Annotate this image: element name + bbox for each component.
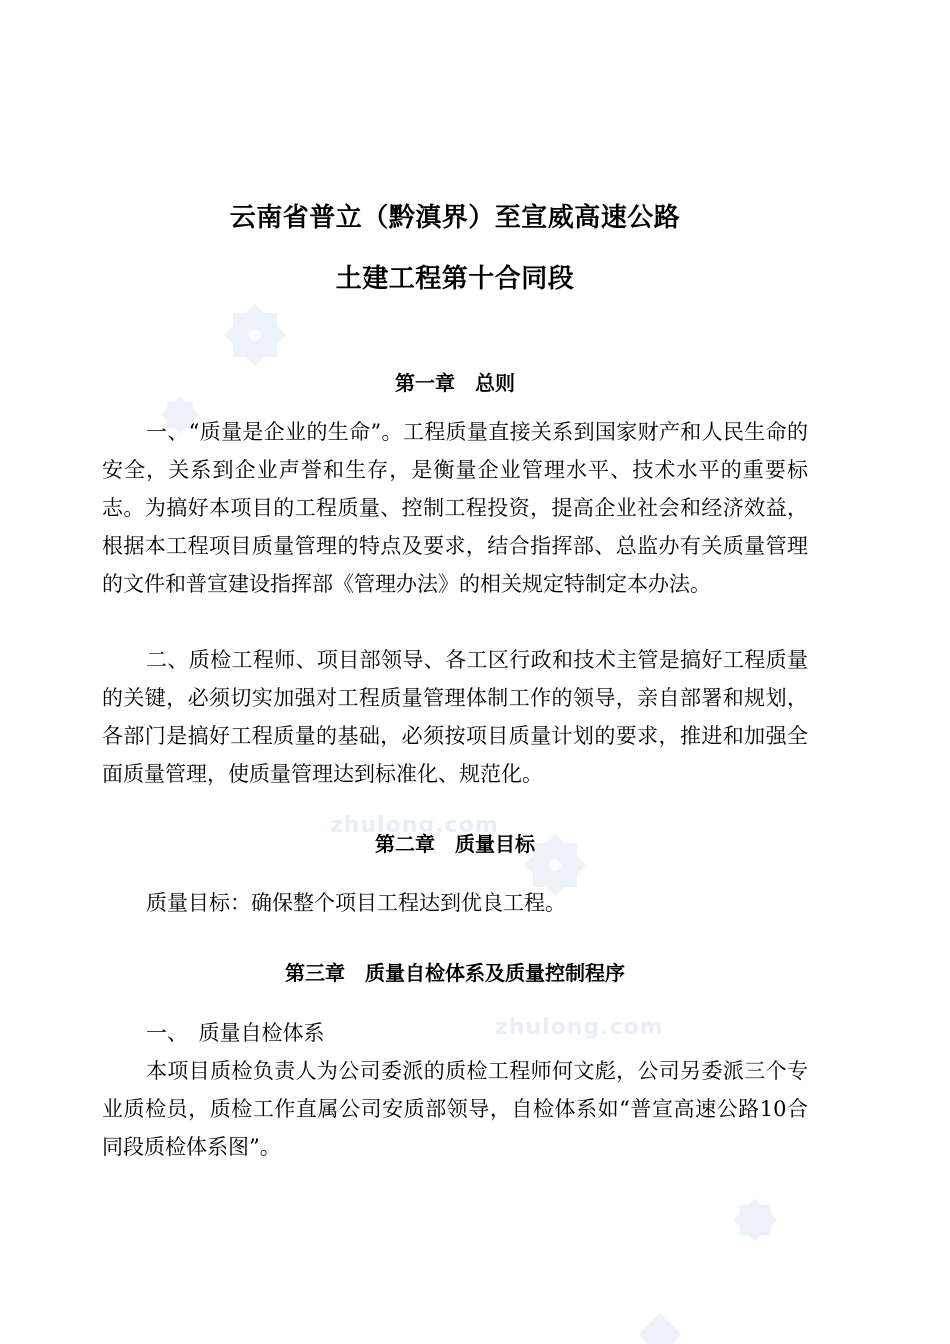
- chapter-2-heading: 第二章 质量目标: [375, 832, 535, 856]
- document-title-line-1: 云南省普立（黔滇界）至宣威高速公路: [229, 203, 681, 233]
- chapter-3-heading: 第三章 质量自检体系及质量控制程序: [285, 961, 625, 985]
- chapter-1-heading: 第一章 总则: [395, 371, 515, 395]
- watermark-text: zhulong.com: [330, 813, 499, 838]
- chapter-2-paragraph-1: 质量目标：确保整个项目工程达到优良工程。: [146, 891, 566, 915]
- chapter-1-paragraph-1: 一、“质量是企业的生命”。工程质量直接关系到国家财产和人民生命的安全，关系到企业声誉和生存，是衡量企业管理水平、技术水平的重要标志。为搞好本项目的工程质量、控制工程投资，提高企业社会和经济效益，根据本工程项目质量管理的特点及要求，结合指挥部、总监办有关质量管理的文件和普宣建设指挥部《管理办法》的相关规定特制定本办法。: [102, 420, 808, 596]
- watermark-flower-icon: [625, 1300, 695, 1344]
- chapter-3-item-1: 一、 质量自检体系: [146, 1021, 325, 1045]
- watermark-text: zhulong.com: [495, 1015, 664, 1040]
- document-title-line-2: 土建工程第十合同段: [335, 264, 575, 294]
- chapter-3-paragraph-1: 本项目质检负责人为公司委派的质检工程师何文彪，公司另委派三个专业质检员，质检工作直属公司安质部领导，自检体系如“普宣高速公路10合同段质检体系图”。: [102, 1059, 808, 1159]
- chapter-1-paragraph-2: 二、质检工程师、项目部领导、各工区行政和技术主管是搞好工程质量的关键，必须切实加强对工程质量管理体制工作的领导，亲自部署和规划，各部门是搞好工程质量的基础，必须按项目质量计划的要求，推进和加强全面质量管理，使质量管理达到标准化、规范化。: [102, 648, 808, 786]
- watermark-flower-icon: [720, 1185, 790, 1255]
